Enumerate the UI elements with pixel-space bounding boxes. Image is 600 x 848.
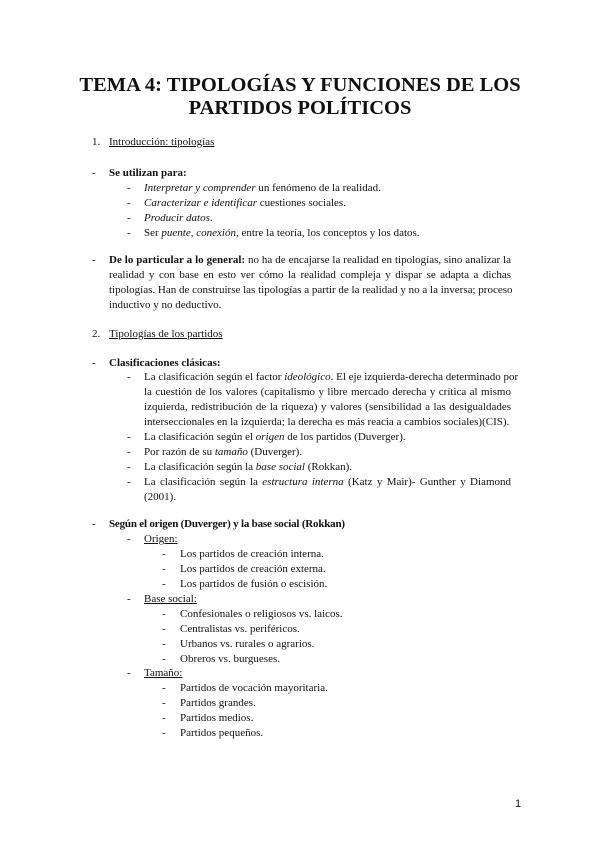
list-item: Centralistas vs. periféricos. bbox=[180, 623, 300, 635]
list-item: La clasificación según el factor ideológico. El eje izquierda-derecha determinado por la cuestión de los valores (capitalismo y libre mercado derecha y crítica al mismo izquierda, redistribución de la riqueza) y valores (sensibilidad a las desigualdades interseccionales en la izquierda; la derecha es más reacia a cambios sociales)(CIS). bbox=[144, 371, 519, 428]
clasicas-label: Clasificaciones clásicas: bbox=[109, 357, 221, 369]
bullet-dash: - bbox=[127, 533, 131, 545]
section-2-number: 2. bbox=[92, 328, 101, 340]
utilizan-label: Se utilizan para: bbox=[109, 167, 187, 179]
bullet-dash: - bbox=[162, 653, 166, 665]
list-item: Caracterizar e identificar cuestiones sociales. bbox=[144, 197, 346, 209]
bullet-dash: - bbox=[162, 712, 166, 724]
bullet-dash: - bbox=[127, 476, 131, 488]
bullet-dash: - bbox=[162, 623, 166, 635]
section-1-heading: Introducción: tipologías bbox=[109, 136, 215, 148]
list-item: Los partidos de creación externa. bbox=[180, 563, 326, 575]
title-line-1: TEMA 4: TIPOLOGÍAS Y FUNCIONES DE LOS bbox=[79, 74, 521, 96]
list-item: La clasificación según la base social (Rokkan). bbox=[144, 461, 353, 473]
bullet-dash: - bbox=[162, 563, 166, 575]
origen-base-label: Según el origen (Duverger) y la base social (Rokkan) bbox=[109, 518, 345, 530]
bullet-dash: - bbox=[127, 182, 131, 194]
list-item: Interpretar y comprender un fenómeno de la realidad. bbox=[144, 182, 381, 194]
bullet-dash: - bbox=[127, 227, 131, 239]
bullet-dash: - bbox=[162, 682, 166, 694]
list-item: La clasificación según la estructura interna (Katz y Mair)- Gunther y Diamond (2001). bbox=[144, 476, 512, 503]
bullet-dash: - bbox=[127, 431, 131, 443]
bullet-dash: - bbox=[127, 197, 131, 209]
bullet-dash: - bbox=[92, 518, 96, 530]
section-2-heading: Tipologías de los partidos bbox=[109, 328, 223, 340]
page-number: 1 bbox=[515, 798, 522, 810]
list-item: Ser puente, conexión, entre la teoría, los conceptos y los datos. bbox=[144, 227, 420, 239]
bullet-dash: - bbox=[127, 446, 131, 458]
bullet-dash: - bbox=[127, 371, 131, 383]
list-item: Obreros vs. burgueses. bbox=[180, 653, 281, 665]
section-1-number: 1. bbox=[92, 136, 101, 148]
list-item: Por razón de su tamaño (Duverger). bbox=[144, 446, 303, 458]
bullet-dash: - bbox=[92, 254, 96, 266]
list-item: Los partidos de creación interna. bbox=[180, 548, 324, 560]
particular-label: De lo particular a lo general: bbox=[109, 254, 246, 266]
bullet-dash: - bbox=[162, 638, 166, 650]
list-item: Partidos pequeños. bbox=[180, 727, 264, 739]
bullet-dash: - bbox=[92, 357, 96, 369]
group-title-base-social: Base social: bbox=[144, 593, 197, 605]
list-item: Producir datos. bbox=[144, 212, 213, 224]
group-title-tamano: Tamaño: bbox=[144, 667, 183, 679]
list-item: La clasificación según el origen de los partidos (Duverger). bbox=[144, 431, 406, 443]
bullet-dash: - bbox=[162, 727, 166, 739]
page-title bbox=[0, 74, 600, 120]
list-item: Urbanos vs. rurales o agrarios. bbox=[180, 638, 315, 650]
bullet-dash: - bbox=[92, 167, 96, 179]
bullet-dash: - bbox=[162, 608, 166, 620]
bullet-dash: - bbox=[127, 593, 131, 605]
particular-paragraph: De lo particular a lo general: no ha de encajarse la realidad en tipologías, sino analizar la realidad y con base en esto ver cómo la realidad compleja y dispar se adapta a dichas tipologías. Han de construirse las tipologías a partir de la realidad y no a la inversa; proceso inductivo y no deductivo. bbox=[109, 254, 513, 311]
list-item: Partidos grandes. bbox=[180, 697, 256, 709]
title-line-2: PARTIDOS POLÍTICOS bbox=[188, 97, 412, 119]
bullet-dash: - bbox=[127, 667, 131, 679]
list-item: Partidos de vocación mayoritaria. bbox=[180, 682, 328, 694]
bullet-dash: - bbox=[162, 548, 166, 560]
bullet-dash: - bbox=[127, 212, 131, 224]
list-item: Confesionales o religiosos vs. laicos. bbox=[180, 608, 343, 620]
bullet-dash: - bbox=[162, 697, 166, 709]
bullet-dash: - bbox=[127, 461, 131, 473]
group-title-origen: Origen: bbox=[144, 533, 178, 545]
list-item: Partidos medios. bbox=[180, 712, 254, 724]
bullet-dash: - bbox=[162, 578, 166, 590]
list-item: Los partidos de fusión o escisión. bbox=[180, 578, 328, 590]
